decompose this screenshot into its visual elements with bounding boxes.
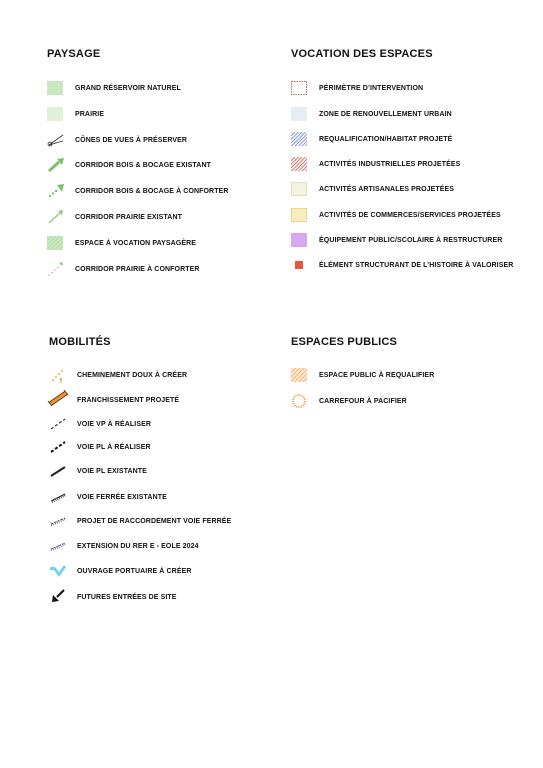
large-natural-reservoir-swatch	[47, 81, 63, 95]
urban-renewal-swatch	[291, 107, 307, 121]
commerce-swatch	[291, 208, 307, 222]
public-facility-swatch	[291, 233, 307, 247]
industrial-hatched-swatch	[291, 157, 307, 171]
legend-label: CORRIDOR PRAIRIE À CONFORTER	[75, 266, 200, 273]
legend-item	[47, 391, 69, 405]
section-mobilites	[49, 336, 111, 348]
legend-label: GRAND RÉSERVOIR NATUREL	[75, 85, 181, 92]
railway-connection-icon	[49, 514, 67, 528]
legend-label: CORRIDOR BOIS & BOCAGE À CONFORTER	[75, 188, 229, 195]
intervention-perimeter-swatch	[291, 81, 307, 95]
legend-label: FRANCHISSEMENT PROJETÉ	[77, 397, 180, 404]
section-title-vocation: VOCATION DES ESPACES	[291, 48, 433, 60]
legend-item	[291, 132, 307, 146]
roundabout-icon	[291, 393, 307, 409]
legend-label: FUTURES ENTRÉES DE SITE	[77, 594, 177, 601]
legend-label: PROJET DE RACCORDEMENT VOIE FERRÉE	[77, 518, 232, 525]
legend-item	[47, 107, 63, 121]
legend-item	[47, 81, 63, 95]
view-cone-icon	[47, 133, 65, 147]
legend-item	[291, 208, 307, 222]
legend-label: VOIE VP À RÉALISER	[77, 421, 152, 428]
legend-item	[49, 417, 67, 431]
legend-label: REQUALIFICATION/HABITAT PROJETÉ	[319, 136, 453, 143]
legend-label: ESPACE PUBLIC À REQUALIFIER	[319, 372, 435, 379]
pl-road-solid-icon	[49, 464, 67, 478]
legend-item	[291, 182, 307, 196]
housing-hatched-swatch	[291, 132, 307, 146]
legend-item	[49, 368, 67, 382]
legend-label: ÉQUIPEMENT PUBLIC/SCOLAIRE À RESTRUCTURER	[319, 237, 503, 244]
meadow-corridor-arrow-icon	[47, 210, 65, 224]
legend-item	[49, 564, 67, 578]
meadow-corridor-dotted-arrow-icon	[47, 262, 65, 276]
legend-item	[47, 236, 63, 250]
pedestrian-path-icon	[49, 367, 67, 383]
vp-road-dashed-icon	[49, 417, 67, 431]
legend-label: PRAIRIE	[75, 111, 105, 118]
site-entrance-arrow-icon	[49, 588, 67, 604]
legend-item	[47, 262, 65, 276]
legend-label: ACTIVITÉS ARTISANALES PROJETÉES	[319, 186, 455, 193]
legend-item	[47, 210, 65, 224]
section-title-mobilites: MOBILITÉS	[49, 336, 111, 348]
legend-label: ZONE DE RENOUVELLEMENT URBAIN	[319, 111, 452, 118]
legend-item	[49, 490, 67, 504]
legend-item	[47, 158, 65, 172]
public-space-hatched-swatch	[291, 368, 307, 382]
legend-item	[291, 233, 307, 247]
legend-item	[291, 107, 307, 121]
legend-label: OUVRAGE PORTUAIRE À CRÉER	[77, 568, 192, 575]
legend-label: CORRIDOR PRAIRIE EXISTANT	[75, 214, 182, 221]
legend-label: VOIE PL À RÉALISER	[77, 444, 151, 451]
legend-item	[49, 514, 67, 528]
legend-label: CÔNES DE VUES À PRÉSERVER	[75, 137, 188, 144]
section-vocation	[291, 48, 433, 60]
legend-item	[291, 157, 307, 171]
legend-label: VOIE PL EXISTANTE	[77, 468, 147, 475]
legend-label: CHEMINEMENT DOUX À CRÉER	[77, 372, 188, 379]
section-title-paysage: PAYSAGE	[47, 48, 101, 60]
meadow-swatch	[47, 107, 63, 121]
legend-label: CORRIDOR BOIS & BOCAGE EXISTANT	[75, 162, 211, 169]
legend-item	[291, 394, 307, 408]
legend-item	[49, 464, 67, 478]
legend-item	[47, 184, 65, 198]
legend-item	[291, 81, 307, 95]
legend-label: PÉRIMÈTRE D’INTERVENTION	[319, 85, 424, 92]
legend-label: ESPACE À VOCATION PAYSAGÈRE	[75, 240, 197, 247]
landscape-hatched-swatch	[47, 236, 63, 250]
legend-item	[49, 539, 67, 553]
crossing-icon	[47, 389, 69, 407]
rer-extension-icon	[49, 539, 67, 553]
legend-label: CARREFOUR À PACIFIER	[319, 398, 407, 405]
legend-item	[49, 440, 67, 454]
legend-label: EXTENSION DU RER E - EOLE 2024	[77, 543, 199, 550]
craft-swatch	[291, 182, 307, 196]
pl-road-dashed-icon	[49, 440, 67, 454]
heritage-square-icon	[291, 258, 307, 272]
legend-label: ACTIVITÉS INDUSTRIELLES PROJETÉES	[319, 161, 461, 168]
legend-item	[49, 589, 67, 603]
legend-item	[47, 133, 65, 147]
legend-label: ACTIVITÉS DE COMMERCES/SERVICES PROJETÉES	[319, 212, 501, 219]
legend-label: VOIE FERRÉE EXISTANTE	[77, 494, 167, 501]
section-title-espaces-publics: ESPACES PUBLICS	[291, 336, 398, 348]
section-espaces-publics	[291, 336, 397, 348]
port-structure-icon	[49, 564, 67, 578]
wood-corridor-arrow-icon	[47, 158, 65, 172]
wood-corridor-dotted-arrow-icon	[47, 184, 65, 198]
section-paysage	[47, 48, 100, 60]
legend-item	[291, 368, 307, 382]
railway-icon	[49, 490, 67, 504]
legend-label: ÉLÉMENT STRUCTURANT DE L’HISTOIRE À VALORISER	[319, 262, 514, 269]
legend-item	[291, 258, 307, 272]
